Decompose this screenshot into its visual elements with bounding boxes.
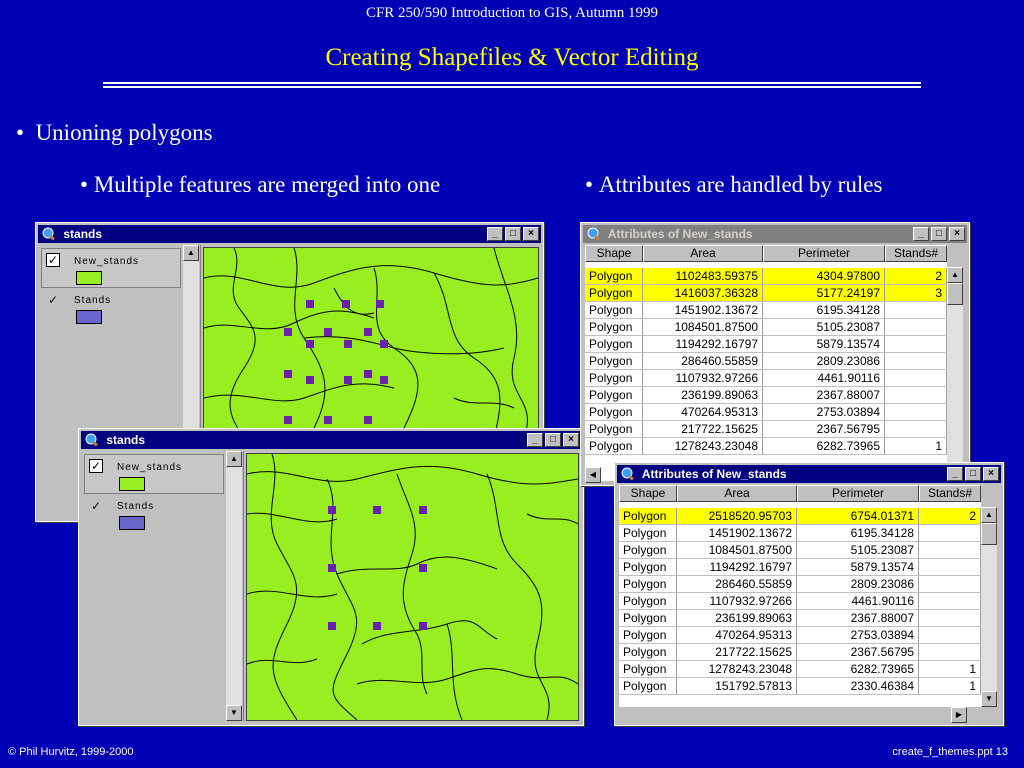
cell-shape[interactable]: Polygon bbox=[619, 525, 677, 542]
cell-stands[interactable] bbox=[919, 525, 981, 542]
table-row[interactable] bbox=[619, 678, 981, 695]
scroll-left-arrow[interactable]: ◀ bbox=[585, 467, 601, 483]
cell-stands[interactable]: 2 bbox=[885, 268, 947, 285]
arcview-icon bbox=[42, 227, 56, 241]
cell-stands[interactable]: 3 bbox=[885, 285, 947, 302]
cell-perimeter[interactable]: 2753.03894 bbox=[763, 404, 885, 421]
table-row[interactable] bbox=[619, 576, 981, 593]
table-row[interactable] bbox=[619, 542, 981, 559]
cell-perimeter[interactable]: 6754.01371 bbox=[797, 508, 919, 525]
column-header-shape[interactable]: Shape bbox=[619, 485, 677, 502]
table-row[interactable] bbox=[585, 353, 947, 370]
stand-boundaries-map bbox=[247, 454, 578, 720]
cell-perimeter[interactable]: 6282.73965 bbox=[763, 438, 885, 455]
view-title-bar[interactable] bbox=[38, 225, 541, 243]
table-row[interactable] bbox=[619, 627, 981, 644]
cell-area[interactable]: 1102483.59375 bbox=[643, 268, 763, 285]
column-header-area[interactable]: Area bbox=[677, 485, 797, 502]
close-button[interactable]: × bbox=[983, 467, 999, 481]
cell-shape[interactable]: Polygon bbox=[585, 421, 643, 438]
cell-area[interactable]: 217722.15625 bbox=[643, 421, 763, 438]
scroll-up-arrow[interactable]: ▲ bbox=[183, 245, 199, 261]
cell-shape[interactable]: Polygon bbox=[585, 387, 643, 404]
cell-shape[interactable]: Polygon bbox=[585, 319, 643, 336]
cell-perimeter[interactable]: 2367.88007 bbox=[763, 387, 885, 404]
cell-shape[interactable]: Polygon bbox=[619, 610, 677, 627]
cell-area[interactable]: 1194292.16797 bbox=[643, 336, 763, 353]
table-row[interactable] bbox=[619, 508, 981, 525]
footer-copyright: © Phil Hurvitz, 1999-2000 bbox=[8, 746, 134, 758]
footer-page: create_f_themes.ppt 13 bbox=[892, 746, 1008, 758]
minimize-button[interactable]: _ bbox=[913, 227, 929, 241]
layer-checkbox-new-stands[interactable]: ✓ bbox=[90, 459, 102, 473]
view-title-bar[interactable] bbox=[81, 431, 581, 449]
cell-stands[interactable] bbox=[885, 387, 947, 404]
cell-perimeter[interactable]: 2753.03894 bbox=[797, 627, 919, 644]
slide-header: CFR 250/590 Introduction to GIS, Autumn 1999 bbox=[365, 5, 659, 21]
cell-area[interactable]: 236199.89063 bbox=[643, 387, 763, 404]
legend-label-new-stands: New_stands bbox=[74, 256, 140, 267]
cell-area[interactable]: 151792.57813 bbox=[677, 678, 797, 695]
view-window-front[interactable] bbox=[78, 428, 584, 726]
scroll-up-arrow[interactable]: ▲ bbox=[947, 267, 963, 283]
legend-label-new-stands: New_stands bbox=[117, 462, 183, 473]
cell-area[interactable]: 236199.89063 bbox=[677, 610, 797, 627]
arcview-icon bbox=[587, 227, 601, 241]
cell-stands[interactable]: 1 bbox=[919, 678, 981, 695]
cell-shape[interactable]: Polygon bbox=[619, 644, 677, 661]
cell-area[interactable]: 1278243.23048 bbox=[677, 661, 797, 678]
cell-stands[interactable] bbox=[919, 627, 981, 644]
table-row[interactable] bbox=[585, 387, 947, 404]
cell-area[interactable]: 1451902.13672 bbox=[677, 525, 797, 542]
table-row[interactable] bbox=[585, 285, 947, 302]
title-divider bbox=[103, 86, 921, 88]
cell-area[interactable]: 286460.55859 bbox=[643, 353, 763, 370]
cell-shape[interactable]: Polygon bbox=[585, 404, 643, 421]
cell-stands[interactable] bbox=[885, 421, 947, 438]
cell-shape[interactable]: Polygon bbox=[619, 661, 677, 678]
table-row[interactable] bbox=[619, 644, 981, 661]
cell-perimeter[interactable]: 5105.23087 bbox=[797, 542, 919, 559]
cell-stands[interactable]: 1 bbox=[919, 661, 981, 678]
attribute-grid[interactable] bbox=[585, 245, 947, 481]
cell-perimeter[interactable]: 2367.56795 bbox=[763, 421, 885, 438]
cell-area[interactable]: 1416037.36328 bbox=[643, 285, 763, 302]
scroll-down-arrow[interactable]: ▼ bbox=[981, 691, 997, 707]
column-header-perimeter[interactable]: Perimeter bbox=[797, 485, 919, 502]
cell-perimeter[interactable]: 6195.34128 bbox=[763, 302, 885, 319]
cell-shape[interactable]: Polygon bbox=[619, 627, 677, 644]
attribute-grid[interactable] bbox=[619, 485, 981, 707]
layer-checkbox-stands[interactable]: ✓ bbox=[90, 499, 102, 513]
legend-label-stands: Stands bbox=[117, 501, 155, 512]
cell-perimeter[interactable]: 6282.73965 bbox=[797, 661, 919, 678]
column-header-perimeter[interactable]: Perimeter bbox=[763, 245, 885, 262]
cell-perimeter[interactable]: 5879.13574 bbox=[763, 336, 885, 353]
cell-perimeter[interactable]: 5177.24197 bbox=[763, 285, 885, 302]
table-body bbox=[585, 268, 947, 455]
table-title: Attributes of New_stands bbox=[641, 467, 787, 481]
cell-area[interactable]: 1084501.87500 bbox=[677, 542, 797, 559]
cell-area[interactable]: 1278243.23048 bbox=[643, 438, 763, 455]
table-row[interactable] bbox=[585, 319, 947, 336]
cell-area[interactable]: 470264.95313 bbox=[643, 404, 763, 421]
cell-stands[interactable]: 2 bbox=[919, 508, 981, 525]
table-of-contents[interactable] bbox=[81, 451, 244, 721]
cell-perimeter[interactable]: 2809.23086 bbox=[763, 353, 885, 370]
cell-shape[interactable]: Polygon bbox=[585, 438, 643, 455]
minimize-button[interactable]: _ bbox=[527, 433, 543, 447]
legend-swatch-new-stands bbox=[76, 271, 102, 285]
attribute-table-window-front[interactable] bbox=[614, 462, 1004, 726]
table-title: Attributes of New_stands bbox=[607, 227, 753, 241]
bullet-right: • Attributes are handled by rules bbox=[585, 172, 883, 197]
column-header-shape[interactable]: Shape bbox=[585, 245, 643, 262]
cell-area[interactable]: 1451902.13672 bbox=[643, 302, 763, 319]
cell-perimeter[interactable]: 4461.90116 bbox=[763, 370, 885, 387]
cell-stands[interactable] bbox=[919, 593, 981, 610]
cell-perimeter[interactable]: 5105.23087 bbox=[763, 319, 885, 336]
close-button[interactable]: × bbox=[563, 433, 579, 447]
maximize-button[interactable]: □ bbox=[505, 227, 521, 241]
table-header-row bbox=[585, 245, 947, 262]
cell-stands[interactable] bbox=[885, 370, 947, 387]
view-title: stands bbox=[63, 227, 103, 241]
cell-area[interactable]: 286460.55859 bbox=[677, 576, 797, 593]
minimize-button[interactable]: _ bbox=[947, 467, 963, 481]
legend-selected-frame bbox=[41, 248, 181, 288]
table-row[interactable] bbox=[585, 404, 947, 421]
cell-perimeter[interactable]: 2330.46384 bbox=[797, 678, 919, 695]
cell-stands[interactable] bbox=[919, 542, 981, 559]
toc-scrollbar[interactable] bbox=[226, 451, 242, 721]
cell-perimeter[interactable]: 4304.97800 bbox=[763, 268, 885, 285]
cell-stands[interactable] bbox=[885, 302, 947, 319]
view-title: stands bbox=[106, 433, 146, 447]
minimize-button[interactable]: _ bbox=[487, 227, 503, 241]
cell-area[interactable]: 1194292.16797 bbox=[677, 559, 797, 576]
attribute-table-window-back[interactable] bbox=[580, 222, 970, 486]
close-button[interactable]: × bbox=[523, 227, 539, 241]
table-row[interactable] bbox=[585, 302, 947, 319]
cell-area[interactable]: 2518520.95703 bbox=[677, 508, 797, 525]
table-row[interactable] bbox=[619, 610, 981, 627]
table-title-bar[interactable] bbox=[583, 225, 967, 243]
cell-shape[interactable]: Polygon bbox=[619, 593, 677, 610]
cell-shape[interactable]: Polygon bbox=[585, 285, 643, 302]
cell-shape[interactable]: Polygon bbox=[585, 302, 643, 319]
scroll-up-arrow[interactable]: ▲ bbox=[981, 507, 997, 523]
cell-shape[interactable]: Polygon bbox=[619, 678, 677, 695]
cell-shape[interactable]: Polygon bbox=[619, 559, 677, 576]
cell-shape[interactable]: Polygon bbox=[585, 370, 643, 387]
table-row[interactable] bbox=[585, 438, 947, 455]
legend-swatch-stands bbox=[119, 516, 145, 530]
cell-stands[interactable] bbox=[885, 353, 947, 370]
cell-shape[interactable]: Polygon bbox=[619, 576, 677, 593]
maximize-button[interactable]: □ bbox=[931, 227, 947, 241]
table-row[interactable] bbox=[585, 336, 947, 353]
cell-stands[interactable] bbox=[885, 404, 947, 421]
cell-area[interactable]: 1107932.97266 bbox=[677, 593, 797, 610]
table-title-bar[interactable] bbox=[617, 465, 1001, 483]
cell-stands[interactable] bbox=[885, 336, 947, 353]
scroll-thumb[interactable] bbox=[947, 283, 963, 305]
slide-title: Creating Shapefiles & Vector Editing bbox=[325, 44, 699, 71]
map-view[interactable] bbox=[246, 453, 579, 721]
cell-area[interactable]: 470264.95313 bbox=[677, 627, 797, 644]
column-header-stands[interactable]: Stands# bbox=[885, 245, 947, 262]
table-scrollbar[interactable] bbox=[981, 507, 997, 707]
cell-shape[interactable]: Polygon bbox=[585, 268, 643, 285]
maximize-button[interactable]: □ bbox=[965, 467, 981, 481]
cell-area[interactable]: 217722.15625 bbox=[677, 644, 797, 661]
scroll-up-arrow[interactable]: ▲ bbox=[226, 451, 242, 467]
cell-stands[interactable]: 1 bbox=[885, 438, 947, 455]
cell-shape[interactable]: Polygon bbox=[585, 353, 643, 370]
cell-perimeter[interactable]: 2367.56795 bbox=[797, 644, 919, 661]
bullet-main: • Unioning polygons bbox=[16, 120, 213, 145]
cell-perimeter[interactable]: 2367.88007 bbox=[797, 610, 919, 627]
legend-label-stands: Stands bbox=[74, 295, 112, 306]
bullet-left: • Multiple features are merged into one bbox=[80, 172, 441, 197]
table-row[interactable] bbox=[619, 525, 981, 542]
table-row[interactable] bbox=[585, 370, 947, 387]
layer-checkbox-stands[interactable]: ✓ bbox=[47, 293, 59, 307]
layer-checkbox-new-stands[interactable]: ✓ bbox=[47, 253, 59, 267]
cell-area[interactable]: 1107932.97266 bbox=[643, 370, 763, 387]
cell-stands[interactable] bbox=[919, 644, 981, 661]
legend-swatch-stands bbox=[76, 310, 102, 324]
scroll-down-arrow[interactable]: ▼ bbox=[226, 705, 242, 721]
cell-perimeter[interactable]: 6195.34128 bbox=[797, 525, 919, 542]
legend-swatch-new-stands bbox=[119, 477, 145, 491]
cell-perimeter[interactable]: 4461.90116 bbox=[797, 593, 919, 610]
table-row[interactable] bbox=[585, 268, 947, 285]
table-scrollbar[interactable] bbox=[947, 267, 963, 481]
maximize-button[interactable]: □ bbox=[545, 433, 561, 447]
legend-selected-frame bbox=[84, 454, 224, 494]
title-divider bbox=[103, 82, 921, 84]
scroll-right-arrow[interactable]: ▶ bbox=[951, 707, 967, 723]
table-row[interactable] bbox=[585, 421, 947, 438]
close-button[interactable]: × bbox=[949, 227, 965, 241]
cell-stands[interactable] bbox=[885, 319, 947, 336]
scroll-thumb[interactable] bbox=[981, 523, 997, 545]
table-row[interactable] bbox=[619, 593, 981, 610]
cell-perimeter[interactable]: 2809.23086 bbox=[797, 576, 919, 593]
cell-shape[interactable]: Polygon bbox=[619, 508, 677, 525]
cell-stands[interactable] bbox=[919, 559, 981, 576]
cell-shape[interactable]: Polygon bbox=[585, 336, 643, 353]
cell-stands[interactable] bbox=[919, 610, 981, 627]
column-header-area[interactable]: Area bbox=[643, 245, 763, 262]
column-header-stands[interactable]: Stands# bbox=[919, 485, 981, 502]
arcview-icon bbox=[85, 433, 99, 447]
table-body bbox=[619, 508, 981, 695]
table-row[interactable] bbox=[619, 661, 981, 678]
cell-area[interactable]: 1084501.87500 bbox=[643, 319, 763, 336]
cell-perimeter[interactable]: 5879.13574 bbox=[797, 559, 919, 576]
table-row[interactable] bbox=[619, 559, 981, 576]
cell-stands[interactable] bbox=[919, 576, 981, 593]
cell-shape[interactable]: Polygon bbox=[619, 542, 677, 559]
arcview-icon bbox=[621, 467, 635, 481]
table-header-row bbox=[619, 485, 981, 502]
